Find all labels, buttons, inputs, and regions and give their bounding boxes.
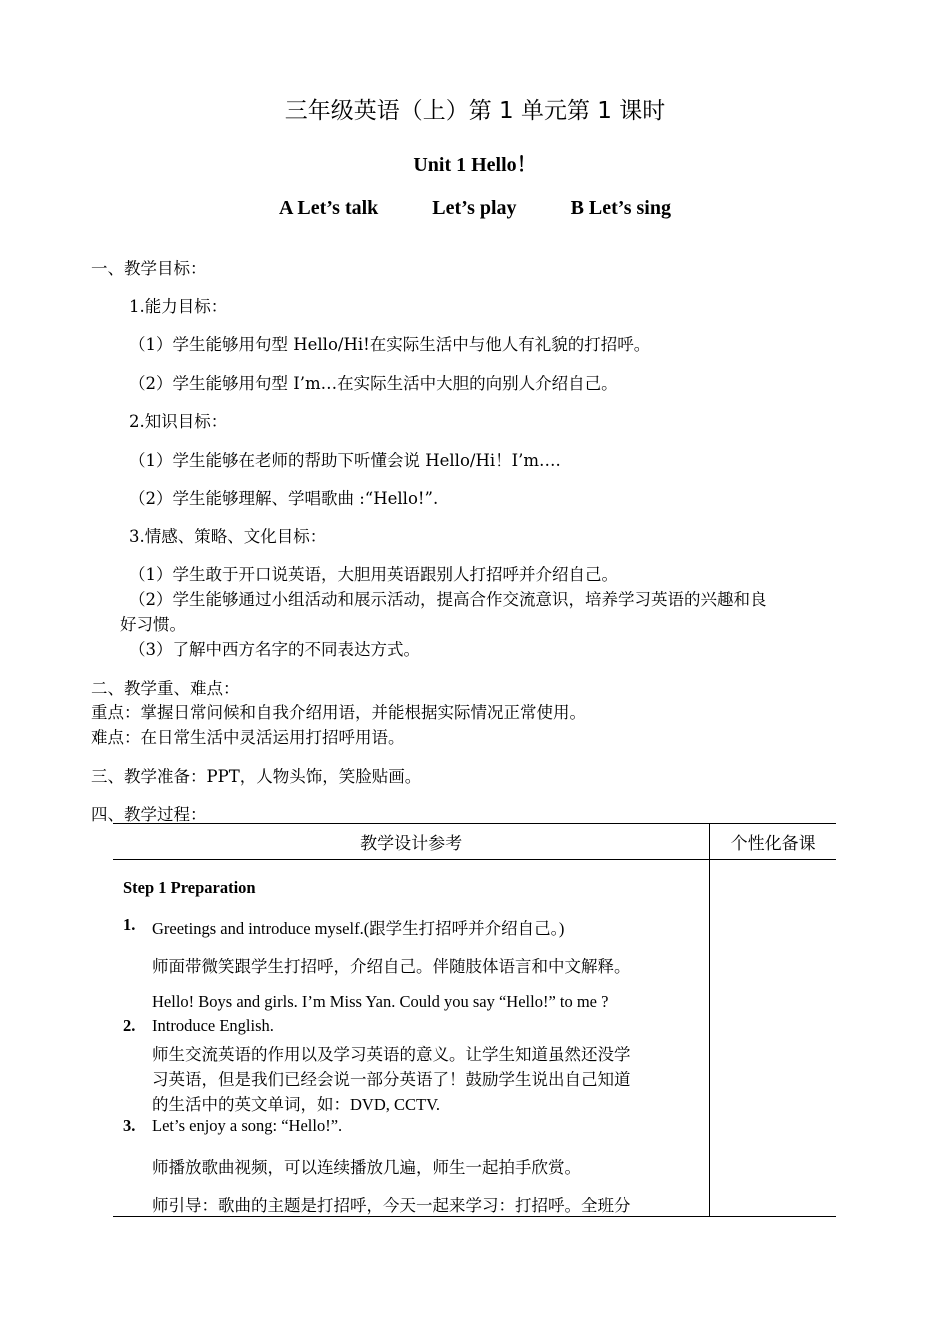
objectives-heading: 一、教学目标： [91,259,207,278]
lesson-part-play: Let’s play [432,197,517,219]
emotion-item-3: （3）了解中西方名字的不同表达方式。 [129,640,420,659]
preparation-line: 三、教学准备：PPT，人物头饰，笑脸贴画。 [91,767,422,786]
ability-label: 1.能力目标： [129,297,228,316]
document-title: 三年级英语（上）第 1 单元第 1 课时 [284,98,666,124]
process-heading: 四、教学过程： [91,805,207,824]
key-point-difficulty: 难点：在日常生活中灵活运用打招呼用语。 [91,728,405,747]
ability-item-2: （2）学生能够用句型 I’m…在实际生活中大胆的向别人介绍自己。 [129,374,618,393]
item-2-title: Introduce English. [152,1016,274,1035]
item-3-line-2: 师引导：歌曲的主题是打招呼，今天一起来学习：打招呼。全班分 [152,1196,631,1215]
emotion-label: 3.情感、策略、文化目标： [129,527,327,546]
item-2-line-1: 师生交流英语的作用以及学习英语的意义。让学生知道虽然还没学 [152,1045,631,1064]
item-2-line-2: 习英语，但是我们已经会说一部分英语了！鼓励学生说出自己知道 [152,1070,631,1089]
item-1-number: 1. [123,915,136,934]
item-1-line-2: Hello! Boys and girls. I’m Miss Yan. Could you say “Hello!” to me ? [152,992,609,1011]
item-2-number: 2. [123,1016,136,1035]
knowledge-item-2: （2）学生能够理解、学唱歌曲 :“Hello!”. [129,489,439,508]
item-3-title: Let’s enjoy a song: “Hello!”. [152,1116,343,1135]
key-points-heading: 二、教学重、难点： [91,679,240,698]
step-title: Step 1 Preparation [123,878,256,897]
knowledge-item-1: （1）学生能够在老师的帮助下听懂会说 Hello/Hi！I’m…. [129,451,561,470]
key-point-focus: 重点：掌握日常问候和自我介绍用语，并能根据实际情况正常使用。 [91,703,586,722]
item-2-line-3: 的生活中的英文单词，如：DVD, CCTV. [152,1095,441,1114]
knowledge-label: 2.知识目标： [129,412,228,431]
personal-cell[interactable] [710,860,836,1217]
ability-item-1: （1）学生能够用句型 Hello/Hi!在实际生活中与他人有礼貌的打招呼。 [129,335,651,354]
lesson-part-sing: B Let’s sing [570,197,671,219]
emotion-item-1: （1）学生敢于开口说英语，大胆用英语跟别人打招呼并介绍自己。 [129,565,618,584]
item-3-number: 3. [123,1116,136,1135]
emotion-item-2-cont: 好习惯。 [120,615,186,634]
process-table [113,823,836,1217]
column-header-design: 教学设计参考 [113,824,710,860]
design-cell [113,860,710,1217]
emotion-item-2: （2）学生能够通过小组活动和展示活动，提高合作交流意识，培养学习英语的兴趣和良 [129,590,767,609]
column-header-personal: 个性化备课 [710,824,836,860]
item-3-line-1: 师播放歌曲视频，可以连续播放几遍，师生一起拍手欣赏。 [152,1158,581,1177]
item-1-title: Greetings and introduce myself.(跟学生打招呼并介绍自己。) [152,919,565,938]
item-1-line-1: 师面带微笑跟学生打招呼，介绍自己。伴随肢体语言和中文解释。 [152,957,631,976]
lesson-part-talk: A Let’s talk [279,197,379,219]
lesson-parts [0,197,950,220]
unit-title: Unit 1 Hello！ [413,154,537,176]
